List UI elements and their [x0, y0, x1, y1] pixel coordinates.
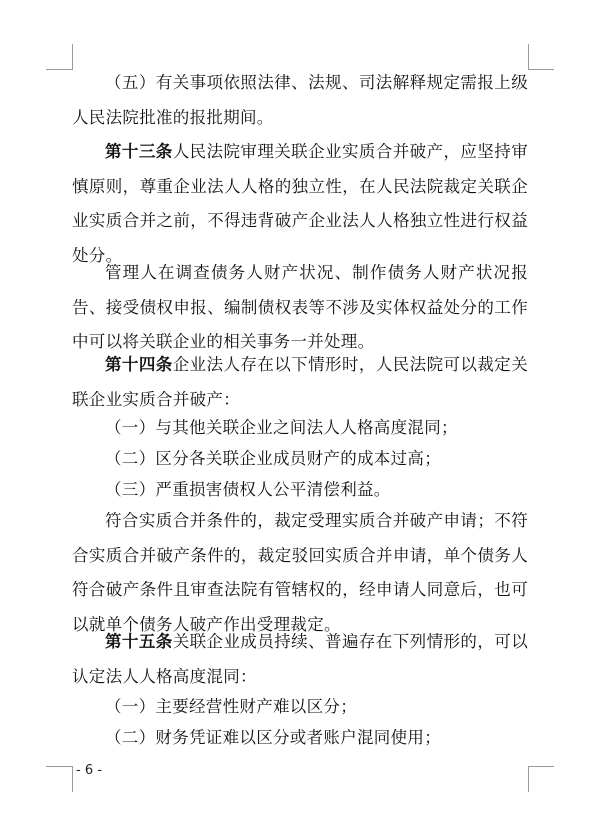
crop-mark-top-right-h — [528, 69, 554, 70]
list-item — [72, 473, 528, 508]
paragraph-item-5 — [72, 66, 528, 135]
article-heading: 第十四条 — [105, 355, 173, 374]
page-number: - 6 - — [76, 763, 102, 778]
crop-mark-bottom-left-v — [72, 766, 73, 792]
crop-mark-bottom-left-h — [46, 766, 72, 767]
crop-mark-bottom-right-v — [528, 766, 529, 792]
paragraph-text: （一）与其他关联企业之间法人人格高度混同； — [105, 418, 458, 437]
list-item — [72, 411, 528, 446]
paragraph-text: 企业法人存在以下情形时，人民法院可以裁定关联企业实质合并破产： — [72, 355, 528, 409]
paragraph-text: （二）区分各关联企业成员财产的成本过高； — [105, 449, 441, 468]
paragraph-text: （三）严重损害债权人公平清偿利益。 — [105, 480, 391, 499]
paragraph-article-13 — [72, 135, 528, 273]
crop-mark-top-right-v — [528, 44, 529, 70]
paragraph-text: 符合实质合并条件的，裁定受理实质合并破产申请；不符合实质合并破产条件的，裁定驳回实质合并申请，单个债务人符合破产条件且审查法院有管辖权的，经申请人同意后，也可以就单个债务人破产作出受理裁定。 — [72, 511, 528, 634]
paragraph-merger-ruling — [72, 504, 528, 642]
list-item — [72, 442, 528, 477]
crop-mark-top-left-h — [46, 69, 72, 70]
paragraph-article-14 — [72, 348, 528, 417]
paragraph-text: 管理人在调查债务人财产状况、制作债务人财产状况报告、接受债权申报、编制债权表等不涉及实体权益处分的工作中可以将关联企业的相关事务一并处理。 — [72, 263, 528, 352]
paragraph-text: 人民法院审理关联企业实质合并破产，应坚持审慎原则，尊重企业法人人格的独立性，在人民法院裁定关联企业实质合并之前，不得违背破产企业法人人格独立性进行权益处分。 — [72, 142, 528, 265]
paragraph-text: 关联企业成员持续、普遍存在下列情形的，可以认定法人人格高度混同： — [72, 632, 528, 686]
paragraph-text: （二）财务凭证难以区分或者账户混同使用； — [105, 728, 441, 747]
paragraph-article-15 — [72, 625, 528, 694]
crop-mark-bottom-right-h — [528, 766, 554, 767]
paragraph-text: （一）主要经营性财产难以区分； — [105, 697, 357, 716]
list-item — [72, 721, 528, 756]
list-item — [72, 690, 528, 725]
article-heading: 第十三条 — [105, 142, 173, 161]
paragraph-text: （五）有关事项依照法律、法规、司法解释规定需报上级人民法院批准的报批期间。 — [72, 73, 528, 127]
paragraph-manager-duties — [72, 256, 528, 360]
article-heading: 第十五条 — [105, 632, 173, 651]
